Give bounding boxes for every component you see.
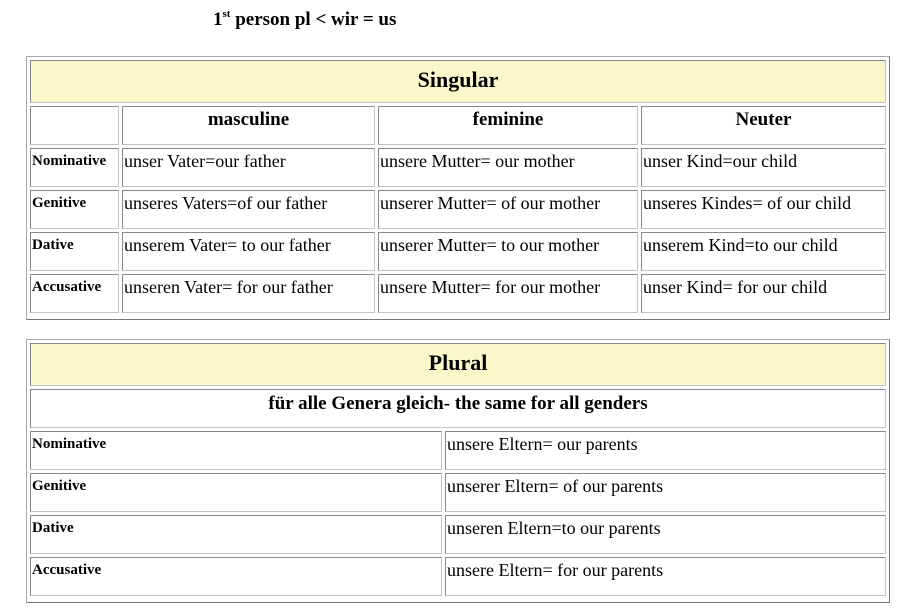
row-label-genitive: Genitive — [30, 473, 442, 512]
table-cell: unsere Mutter= for our mother — [378, 274, 638, 313]
row-label-dative: Dative — [30, 232, 119, 271]
column-header-feminine: feminine — [378, 106, 638, 145]
plural-heading: Plural — [30, 343, 886, 386]
table-cell: unsere Mutter= our mother — [378, 148, 638, 187]
table-cell: unser Vater=our father — [122, 148, 375, 187]
table-cell: unser Kind= for our child — [641, 274, 886, 313]
table-cell: unsere Eltern= our parents — [445, 431, 886, 470]
row-label-nominative: Nominative — [30, 148, 119, 187]
plural-subheading: für alle Genera gleich- the same for all genders — [30, 389, 886, 428]
table-cell: unseres Kindes= of our child — [641, 190, 886, 229]
column-header-masculine: masculine — [122, 106, 375, 145]
table-cell: unsere Eltern= for our parents — [445, 557, 886, 596]
column-header-neuter: Neuter — [641, 106, 886, 145]
plural-table — [26, 339, 890, 603]
singular-heading: Singular — [30, 60, 886, 103]
row-label-accusative: Accusative — [30, 274, 119, 313]
row-label-dative: Dative — [30, 515, 442, 554]
table-cell: unserer Mutter= to our mother — [378, 232, 638, 271]
table-cell: unseren Vater= for our father — [122, 274, 375, 313]
table-cell: unserem Kind=to our child — [641, 232, 886, 271]
row-label-nominative: Nominative — [30, 431, 442, 470]
table-cell: unserer Eltern= of our parents — [445, 473, 886, 512]
empty-corner-cell — [30, 106, 119, 145]
title-ordinal-suffix: st — [222, 8, 231, 20]
row-label-genitive: Genitive — [30, 190, 119, 229]
table-cell: unserem Vater= to our father — [122, 232, 375, 271]
table-cell: unserer Mutter= of our mother — [378, 190, 638, 229]
singular-table — [26, 56, 890, 320]
table-cell: unseren Eltern=to our parents — [445, 515, 886, 554]
row-label-accusative: Accusative — [30, 557, 442, 596]
title-number: 1 — [213, 9, 223, 30]
title-text: person pl < wir = us — [230, 9, 397, 30]
table-cell: unseres Vaters=of our father — [122, 190, 375, 229]
table-cell: unser Kind=our child — [641, 148, 886, 187]
page-title — [213, 9, 396, 31]
